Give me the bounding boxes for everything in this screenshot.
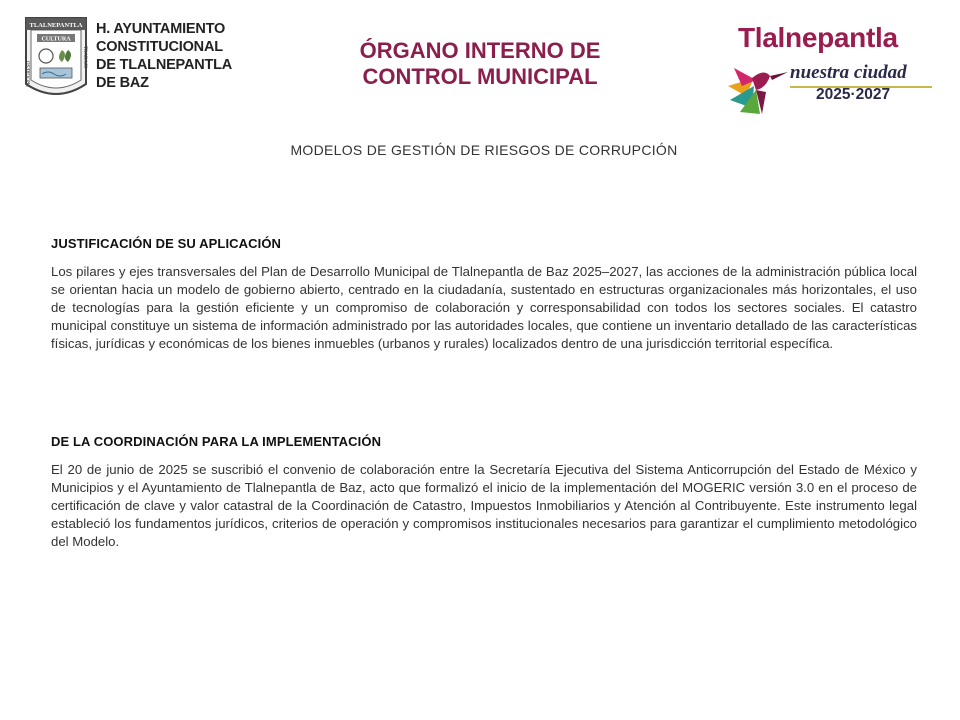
document-subtitle: MODELOS DE GESTIÓN DE RIESGOS DE CORRUPCIÓN bbox=[290, 142, 678, 158]
hummingbird-icon bbox=[726, 56, 790, 116]
svg-text:PROGRESO: PROGRESO bbox=[27, 60, 32, 87]
brand-slogan: nuestra ciudad bbox=[790, 62, 907, 83]
brand-years: 2025·2027 bbox=[816, 86, 891, 103]
organization-name: H. AYUNTAMIENTO CONSTITUCIONAL DE TLALNEPANTLA DE BAZ bbox=[96, 21, 233, 91]
svg-text:TRABAJO: TRABAJO bbox=[82, 46, 87, 69]
section-heading: JUSTIFICACIÓN DE SU APLICACIÓN bbox=[51, 236, 282, 251]
section-heading: DE LA COORDINACIÓN PARA LA IMPLEMENTACIÓN bbox=[51, 434, 382, 449]
page-title: ÓRGANO INTERNO DE CONTROL MUNICIPAL bbox=[359, 38, 601, 89]
page-header bbox=[0, 0, 960, 120]
section-body: El 20 de junio de 2025 se suscribió el convenio de colaboración entre la Secretaría Ejecutiva del Sistema Anticorrupción del Estado de México y Municipios y el Ayuntamiento de Tlalnepantla de Baz, acto que formalizó el inicio de la implementación del MOGERIC versión 3.0 en el proceso de certificación de clave y valor catastral de la Coordinación de Catastro, Impuestos Inmobiliarios y Atención al Contribuyente. Este instrumento legal estableció los fundamentos jurídicos, criterios de operación y compromisos institucionales necesarios para garantizar el cumplimiento metodológico del Modelo. bbox=[51, 462, 917, 549]
municipal-seal-logo bbox=[22, 12, 90, 102]
section-justification bbox=[51, 236, 917, 353]
svg-text:CULTURA: CULTURA bbox=[41, 36, 71, 43]
svg-text:TLALNEPANTLA: TLALNEPANTLA bbox=[29, 22, 83, 29]
section-coordination bbox=[51, 434, 917, 551]
section-body: Los pilares y ejes transversales del Plan de Desarrollo Municipal de Tlalnepantla de Baz 2025–2027, las acciones de la administración pública local se orientan hacia un modelo de gobierno abierto, centrado en la ciudadanía, sustentado en estructuras organizacionales más horizontales, el uso de tecnologías para la gestión eficiente y un compromiso de colaboración y corresponsabilidad con todos los sectores sociales. El catastro municipal constituye un sistema de información administrado por las autoridades locales, que contiene un inventario detallado de las características físicas, jurídicas y económicas de los bienes inmuebles (urbanos y rurales) localizados dentro de una jurisdicción territorial específica. bbox=[51, 264, 917, 351]
brand-name: Tlalnepantla bbox=[738, 22, 898, 53]
tlalnepantla-brand-logo bbox=[726, 22, 946, 118]
